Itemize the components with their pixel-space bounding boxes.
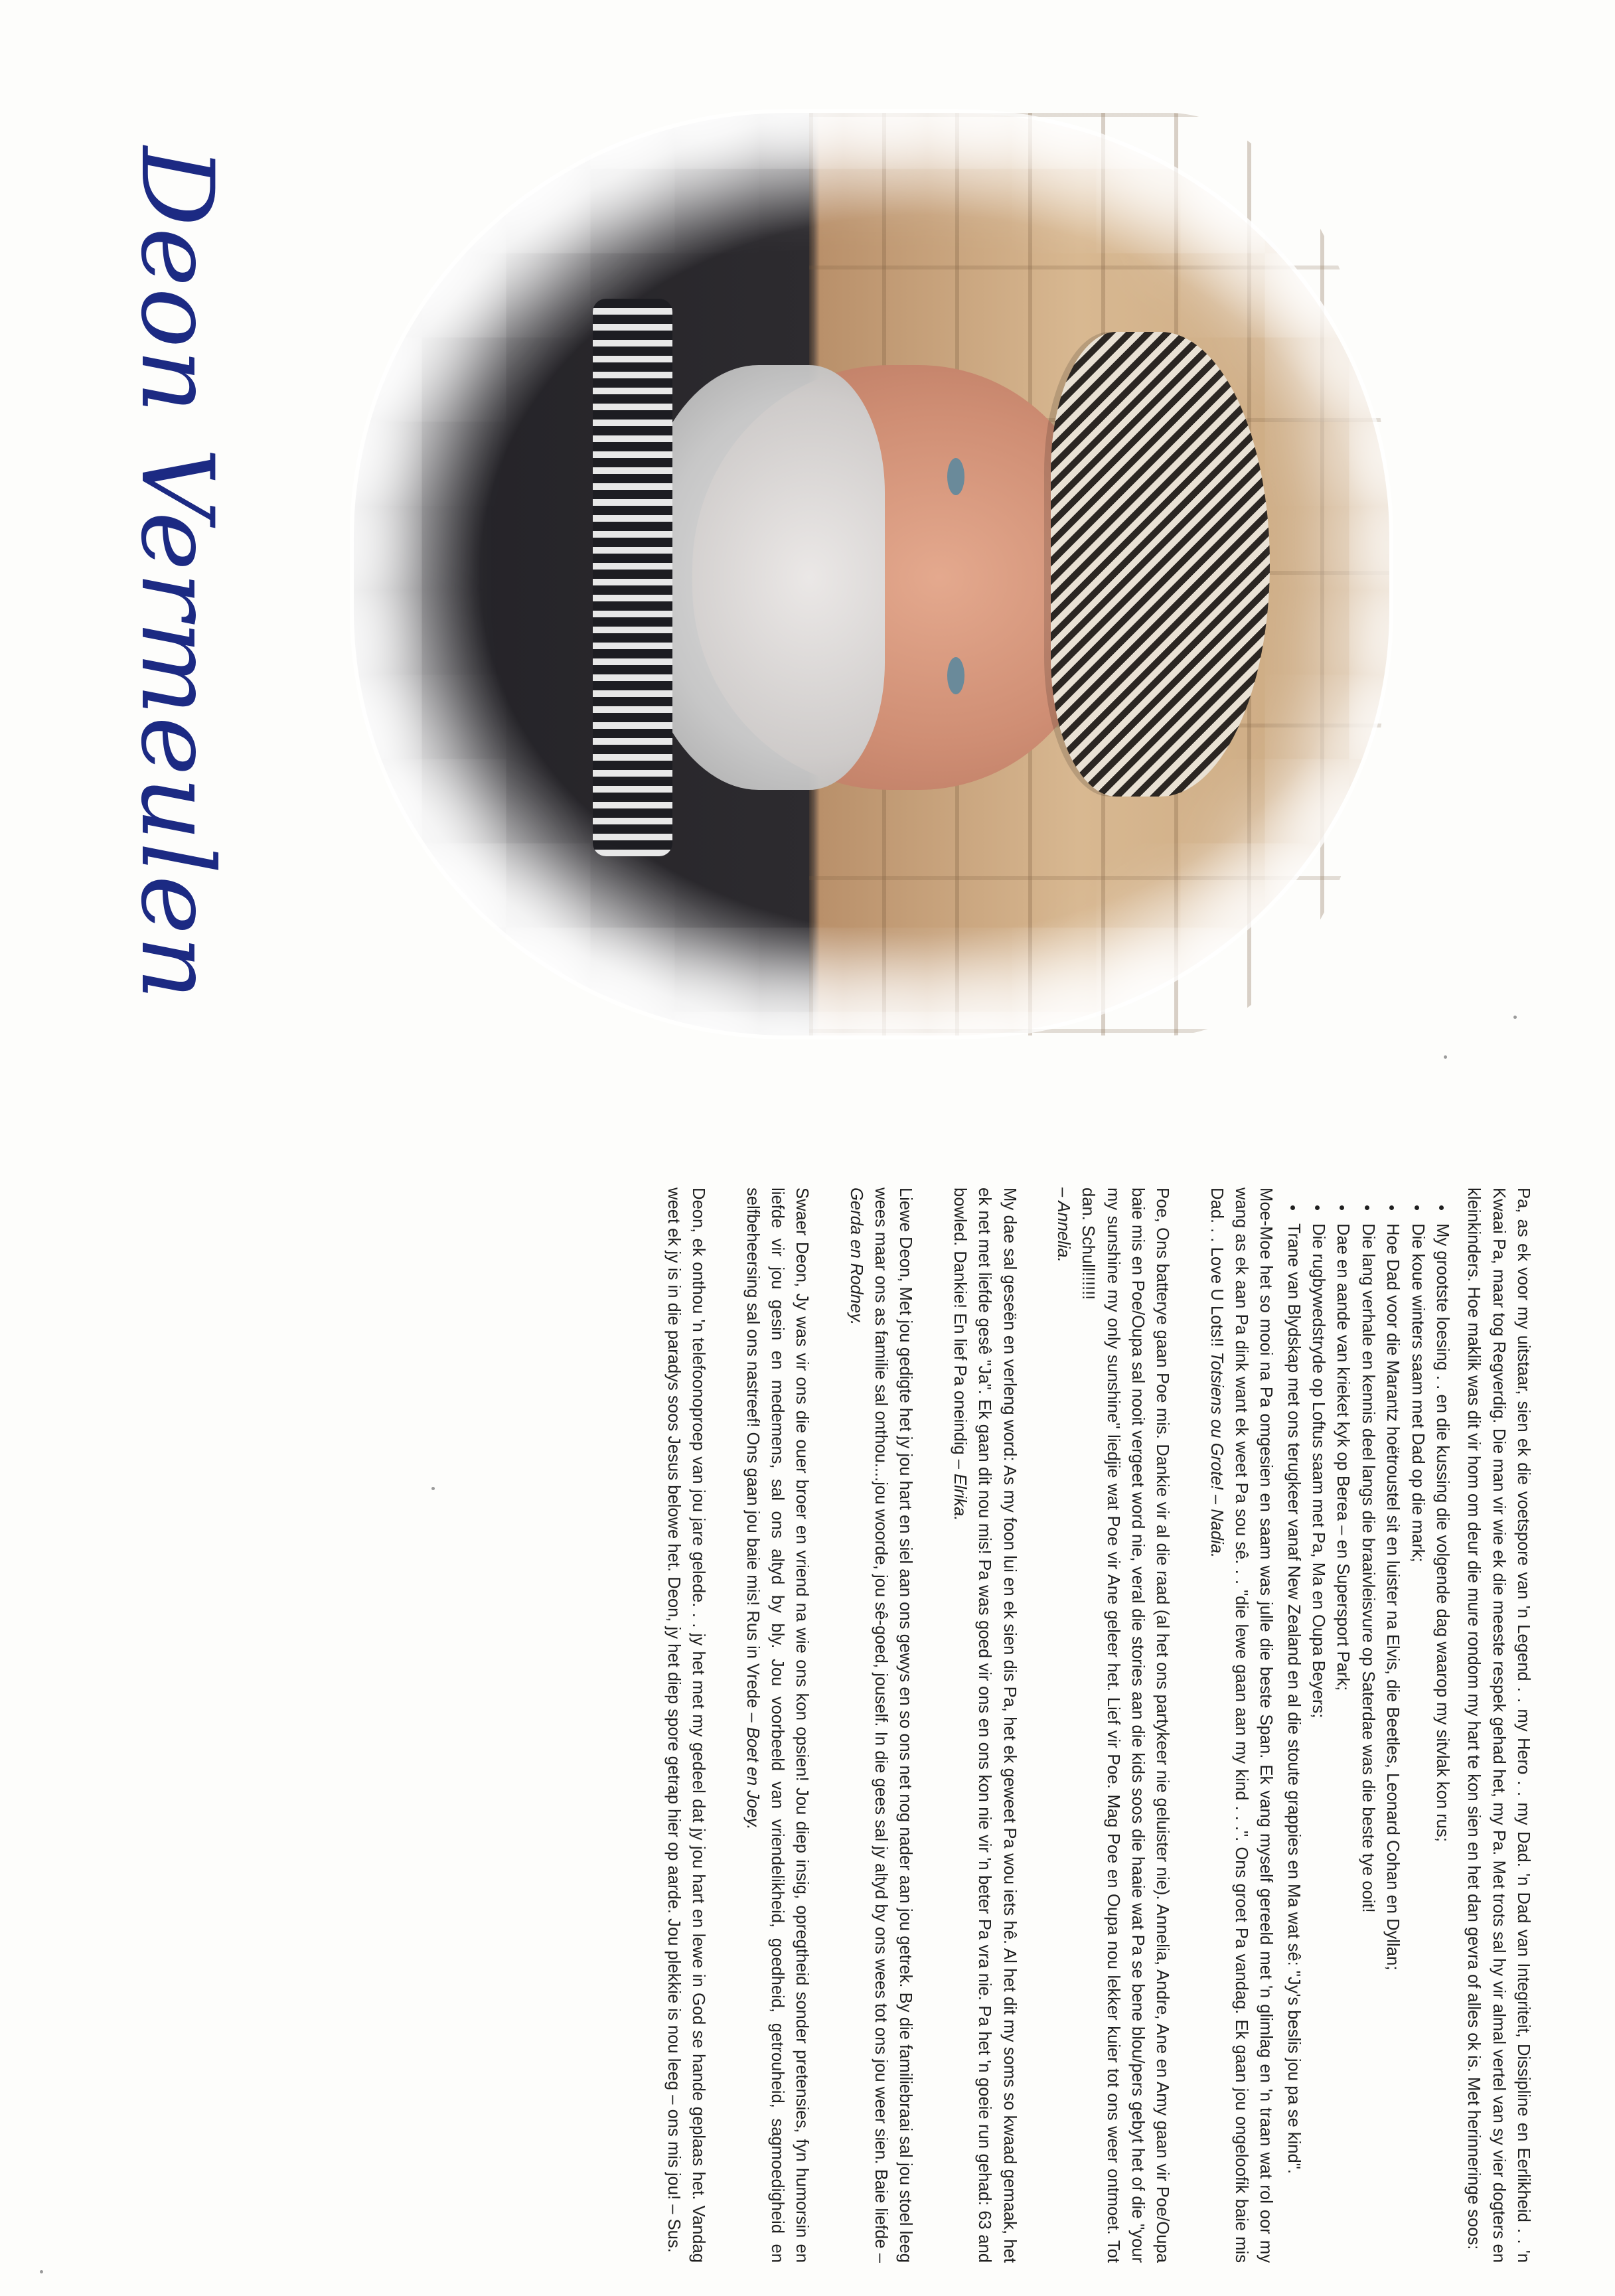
tribute-panel	[0, 1148, 1615, 2295]
tribute-sus: Deon, ek onthou 'n telefoonoproep van jou jare gelede. . . jy het met my gedeel dat jy jou hart en lewe in God se hande geplaas het. Vandag weet ek jy is in die paradys soos Jesus belowe het. Deon, jy het diep spore getrap hier op aarde. Jou plekkie is nou leeg – ons mis jou! – Sus.	[664, 1187, 708, 2263]
portrait-photo	[354, 113, 1389, 1035]
signature: Boet en Joey.	[743, 1726, 762, 1830]
scan-speck	[40, 2270, 43, 2273]
paragraph-text: Liewe Deon, Met jou gedigte het jy jou hart en siel aan ons gewys en so ons net nog nader aan jou getrek. By die familiebraai sal jou stoel leeg wees maar ons as familie sal onthou....jou woorde, jou sê-goed, jouself. In die gees sal jy altyd by ons wees tot ons jou weer sien. Baie liefde –	[872, 1187, 915, 2263]
tribute-boet-joey	[739, 1187, 814, 2263]
tribute-annelia	[1051, 1187, 1175, 2263]
paragraph-text: My dae sal geseën en verleng word: As my foon lui en ek sien dis Pa, het ek geweet Pa wou iets hê. Al het dit my soms so kwaad gemaak, het ek net met liefde gesê "Ja". Ek gaan dit nou mis! Pa was goed vir ons en ons kon nie vir 'n beter Pa vra nie. Pa het 'n goeie run gehad: 63 and bowled. Dankie! En lief Pa oneindig –	[950, 1187, 1019, 2263]
signature: – Annelia.	[1053, 1187, 1073, 1263]
signature: Totsiens ou Grote! – Nadia.	[1207, 1351, 1226, 1559]
list-item: • Hoe Dad voor die Marantz hoëtroustel sit en luister na Elvis, die Beetles, Leonard Cohan en Dyllan;	[1380, 1219, 1405, 2263]
list-item: • Die lang verhale en kennis deel langs die braaivleisvure op Saterdae was die beste tye ooit!	[1355, 1219, 1379, 2263]
list-item: • Trane van Blydskap met ons terugkeer vanaf New Zealand en al die stoute grappies en Ma wat sê: "Jy's beslis jou pa se kind".	[1280, 1219, 1305, 2263]
scan-speck	[1444, 1055, 1447, 1059]
scan-speck	[431, 1487, 435, 1490]
tribute-nadia: Pa, as ek voor my uitstaar, sien ek die voetspore van 'n Legend . . my Hero . . my Dad. 'n Dad van Integriteit, Dissipline en Eerlikheid . . 'n Kwaai Pa, maar tog Regverdig. Die man vir wie ek die meeste respek gehad het, my Pa. Met trots sal hy vir almal vertel van sy vier dogters en kleinkinders. Hoe maklik was dit vir hom om deur die mure rondom my hart te kon sien en het dan gevra of alles ok is. Met herinneringe soos:	[1464, 1187, 1533, 2263]
signature: Gerda en Rodney.	[846, 1187, 866, 1326]
scan-speck	[1513, 1016, 1517, 1019]
signature: Elrika.	[950, 1474, 969, 1521]
paragraph-text: Moe-Moe het so mooi na Pa omgesien en saam was julle die beste Span. Ek vang myself gereeld met 'n glimlag en 'n traan wat rol oor my wang as ek aan Pa dink want ek weet Pa sou sê. . . "die lewe gaan aan my kind . . .". Ons groet Pa vandag. Ek gaan jou ongeloofik baie mis Dad. . . Love U Lots!!	[1207, 1187, 1276, 2263]
paragraph-text: Poe, Ons batterye gaan Poe mis. Dankie vir al die raad (al het ons partykeer nie geluister nie). Annelia, Andre, Ane en Amy gaan vir Poe/Oupa baie mis en Poe/Oupa sal nooit vergeet word nie, veral die stories aan die kids soos die haaie wat Pa se bene blou/pers gebyt het of die "your my sunshine my only sunshine" liedjie wat Poe vir Ane geleer het. Lief vir Poe. Mag Poe en Oupa nou lekker kuier tot ons weer ontmoet. Tot dan. Schull!!!!!!	[1079, 1187, 1172, 2263]
paragraph-text: Swaer Deon, Jy was vir ons die ouer broer en vriend na wie ons kon opsien! Jou diep insig, opregtheid sonder pretensies, fyn humorsin en liefde vir jou gesin en medemens, sal ons altyd by bly. Jou voorbeeld van vriendelikheid, goedheid, getrouheid, sagmoedigheid en selfbeheersing sal ons nastreef! Ons gaan jou baie mis! Rus in Vrede –	[743, 1187, 812, 2263]
list-item: • Dae en aande van krieket kyk op Berea – en Supersport Park;	[1330, 1219, 1355, 2263]
list-item: • Die koue winters saam met Dad op die mark;	[1405, 1219, 1429, 2263]
tribute-nadia-close	[1203, 1187, 1278, 2263]
tribute-gerda-rodney	[843, 1187, 917, 2263]
deceased-name: Deon Vermeulen	[119, 146, 234, 1002]
tribute-elrika	[947, 1187, 1021, 2263]
list-item: • My grootste loesing . . en die kussing die volgende dag waarop my sitvlak kon rus;	[1430, 1219, 1454, 2263]
tribute-text	[55, 1187, 1535, 2263]
vignette	[350, 109, 1393, 1039]
list-item: • Die rugbywedstryde op Loftus saam met Pa, Ma en Oupa Beyers;	[1306, 1219, 1330, 2263]
memories-list	[1280, 1187, 1454, 2263]
